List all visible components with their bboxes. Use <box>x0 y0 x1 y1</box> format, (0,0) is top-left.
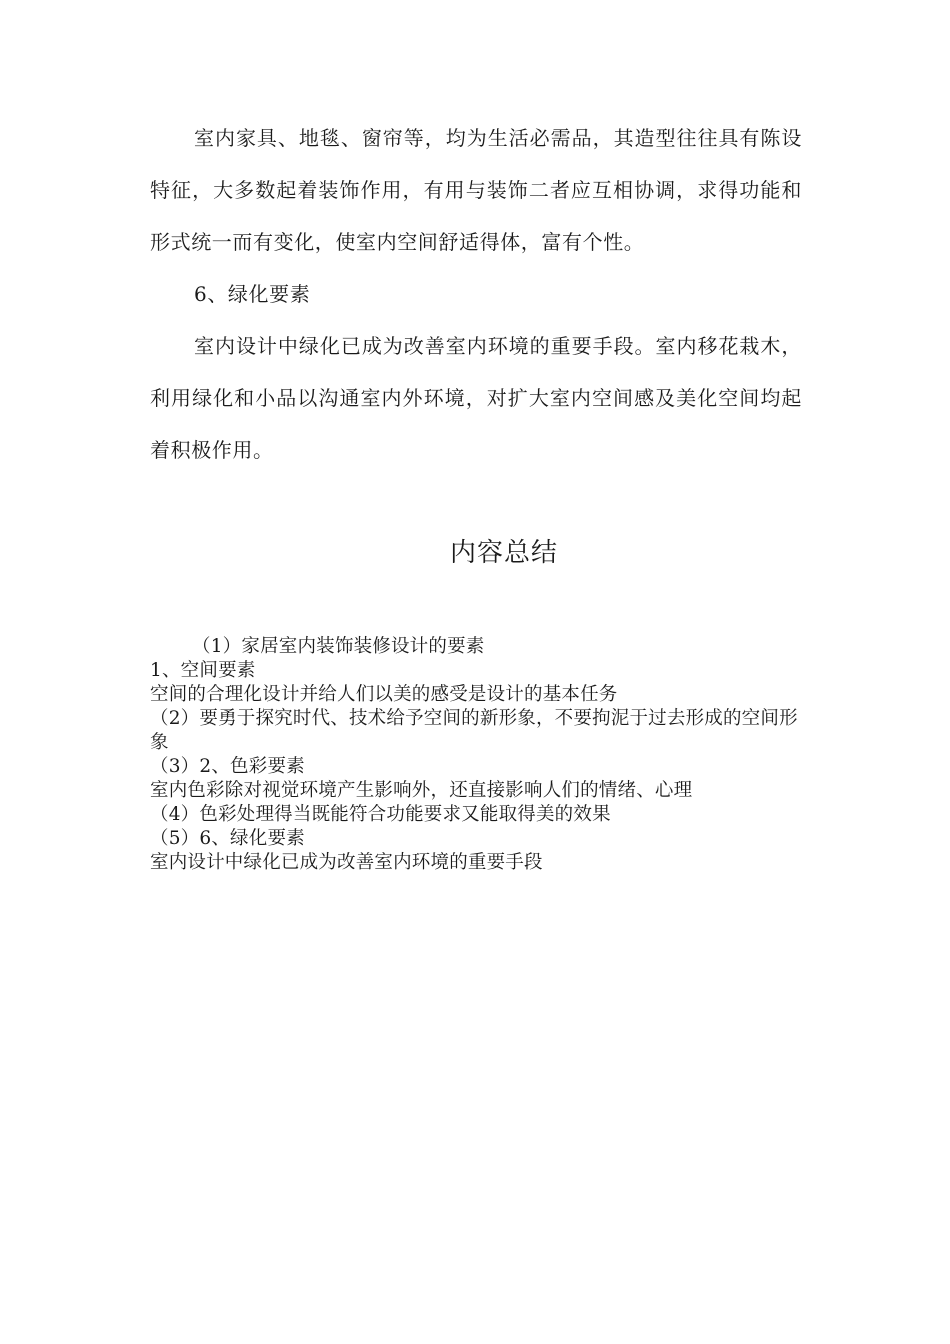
paragraph-greening: 室内设计中绿化已成为改善室内环境的重要手段。室内移花栽木，利用绿化和小品以沟通室内外环境，对扩大室内空间感及美化空间均起着积极作用。 <box>150 334 802 462</box>
summary-line: 空间的合理化设计并给人们以美的感受是设计的基本任务 <box>150 684 618 705</box>
summary-line: （1）家居室内装饰装修设计的要素 <box>192 636 485 657</box>
summary-line: （5）6、绿化要素 <box>150 828 305 849</box>
summary-line: （4）色彩处理得当既能符合功能要求又能取得美的效果 <box>150 804 611 825</box>
section-heading-greening: 6、绿化要素 <box>194 282 311 306</box>
summary-block <box>150 635 810 875</box>
summary-line: 室内设计中绿化已成为改善室内环境的重要手段 <box>150 852 543 873</box>
summary-line: 1、空间要素 <box>150 660 256 681</box>
summary-title: 内容总结 <box>449 538 558 568</box>
summary-line: （3）2、色彩要素 <box>150 756 305 777</box>
summary-line: 室内色彩除对视觉环境产生影响外，还直接影响人们的情绪、心理 <box>150 780 693 801</box>
summary-line: （2）要勇于探究时代、技术给予空间的新形象，不要拘泥于过去形成的空间形象 <box>150 708 798 753</box>
paragraph-furnishings: 室内家具、地毯、窗帘等，均为生活必需品，其造型往往具有陈设特征，大多数起着装饰作用，有用与装饰二者应互相协调，求得功能和形式统一而有变化，使室内空间舒适得体，富有个性。 <box>150 126 802 254</box>
